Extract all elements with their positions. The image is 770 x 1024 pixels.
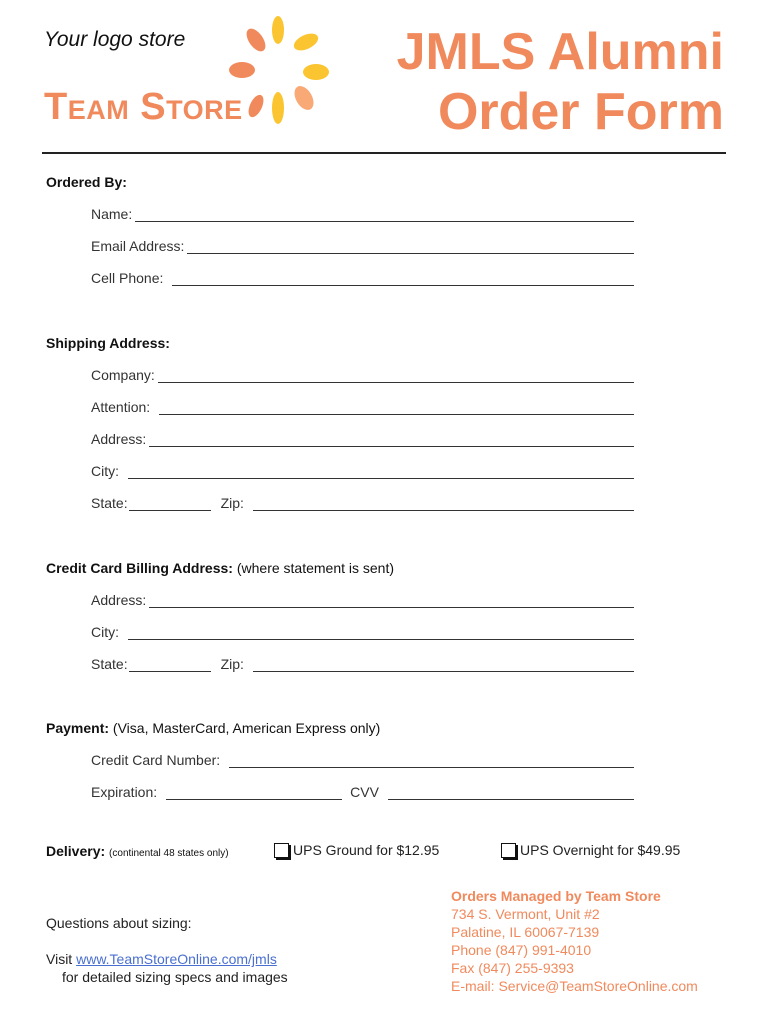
billing-address-label: Address: xyxy=(91,592,147,608)
form-title-line1: JMLS Alumni xyxy=(396,23,724,81)
visit-line xyxy=(46,951,277,967)
name-line[interactable] xyxy=(135,208,634,222)
delivery-note: (continental 48 states only) xyxy=(109,848,229,859)
ups-overnight-option[interactable] xyxy=(501,842,680,858)
contact-phone: Phone (847) 991-4010 xyxy=(451,942,592,958)
billing-zip-line[interactable] xyxy=(253,658,634,672)
logo-tagline: Your logo store xyxy=(44,28,186,51)
name-label: Name: xyxy=(91,206,133,222)
billing-state-line[interactable] xyxy=(129,658,211,672)
cvv-label: CVV xyxy=(350,784,379,800)
shipping-address-label: Address: xyxy=(91,431,147,447)
name-field[interactable] xyxy=(91,204,634,222)
email-line[interactable] xyxy=(187,240,634,254)
store-name: Team Store xyxy=(44,86,243,128)
attention-line[interactable] xyxy=(159,401,634,415)
contact-fax: Fax (847) 255-9393 xyxy=(451,960,574,976)
ups-ground-label: UPS Ground for $12.95 xyxy=(293,842,440,858)
shipping-city-line[interactable] xyxy=(128,465,634,479)
cell-phone-line[interactable] xyxy=(172,272,634,286)
cell-phone-field[interactable] xyxy=(91,268,634,286)
billing-city-line[interactable] xyxy=(128,626,634,640)
form-title-line2: Order Form xyxy=(437,83,724,141)
form-title xyxy=(397,22,724,142)
shipping-address-field[interactable] xyxy=(91,429,634,447)
shipping-state-zip-field[interactable] xyxy=(91,493,634,511)
sizing-note: for detailed sizing specs and images xyxy=(62,969,288,985)
delivery-heading-label: Delivery: xyxy=(46,843,106,859)
delivery-heading xyxy=(46,843,229,859)
expiration-cvv-field[interactable] xyxy=(91,782,634,800)
expiration-line[interactable] xyxy=(166,786,342,800)
contact-heading: Orders Managed by Team Store xyxy=(451,888,661,904)
card-number-field[interactable] xyxy=(91,750,634,768)
ups-ground-option[interactable] xyxy=(274,842,439,858)
billing-heading-label: Credit Card Billing Address: xyxy=(46,560,233,576)
shipping-address-line[interactable] xyxy=(149,433,634,447)
visit-prefix: Visit xyxy=(46,951,73,967)
company-line[interactable] xyxy=(158,369,634,383)
payment-note: (Visa, MasterCard, American Express only) xyxy=(112,720,381,736)
payment-heading-label: Payment: xyxy=(46,720,110,736)
billing-state-zip-field[interactable] xyxy=(91,654,634,672)
contact-block xyxy=(451,887,698,995)
billing-city-label: City: xyxy=(91,624,119,640)
sun-logo-icon xyxy=(226,16,338,130)
attention-field[interactable] xyxy=(91,397,634,415)
contact-email: E-mail: Service@TeamStoreOnline.com xyxy=(451,978,698,994)
ordered-by-heading: Ordered By: xyxy=(46,174,127,190)
company-label: Company: xyxy=(91,367,155,383)
billing-address-field[interactable] xyxy=(91,590,634,608)
expiration-label: Expiration: xyxy=(91,784,158,800)
header-divider xyxy=(42,152,726,154)
billing-zip-label: Zip: xyxy=(220,656,244,672)
attention-label: Attention: xyxy=(91,399,151,415)
billing-state-label: State: xyxy=(91,656,128,672)
sizing-link[interactable]: www.TeamStoreOnline.com/jmls xyxy=(76,951,277,967)
shipping-state-label: State: xyxy=(91,495,128,511)
shipping-city-field[interactable] xyxy=(91,461,634,479)
billing-heading xyxy=(46,560,394,576)
card-number-label: Credit Card Number: xyxy=(91,752,221,768)
contact-address1: 734 S. Vermont, Unit #2 xyxy=(451,906,600,922)
payment-heading xyxy=(46,720,380,736)
cvv-line[interactable] xyxy=(388,786,634,800)
billing-city-field[interactable] xyxy=(91,622,634,640)
billing-note: (where statement is sent) xyxy=(236,560,395,576)
company-field[interactable] xyxy=(91,365,634,383)
shipping-state-line[interactable] xyxy=(129,497,211,511)
email-field[interactable] xyxy=(91,236,634,254)
shipping-zip-label: Zip: xyxy=(220,495,244,511)
sizing-question: Questions about sizing: xyxy=(46,915,192,931)
ups-ground-checkbox[interactable] xyxy=(274,843,289,858)
ups-overnight-checkbox[interactable] xyxy=(501,843,516,858)
shipping-city-label: City: xyxy=(91,463,119,479)
shipping-zip-line[interactable] xyxy=(253,497,634,511)
billing-address-line[interactable] xyxy=(149,594,634,608)
shipping-heading: Shipping Address: xyxy=(46,335,170,351)
cell-phone-label: Cell Phone: xyxy=(91,270,164,286)
card-number-line[interactable] xyxy=(229,754,634,768)
contact-address2: Palatine, IL 60067-7139 xyxy=(451,924,600,940)
email-label: Email Address: xyxy=(91,238,185,254)
ups-overnight-label: UPS Overnight for $49.95 xyxy=(520,842,681,858)
